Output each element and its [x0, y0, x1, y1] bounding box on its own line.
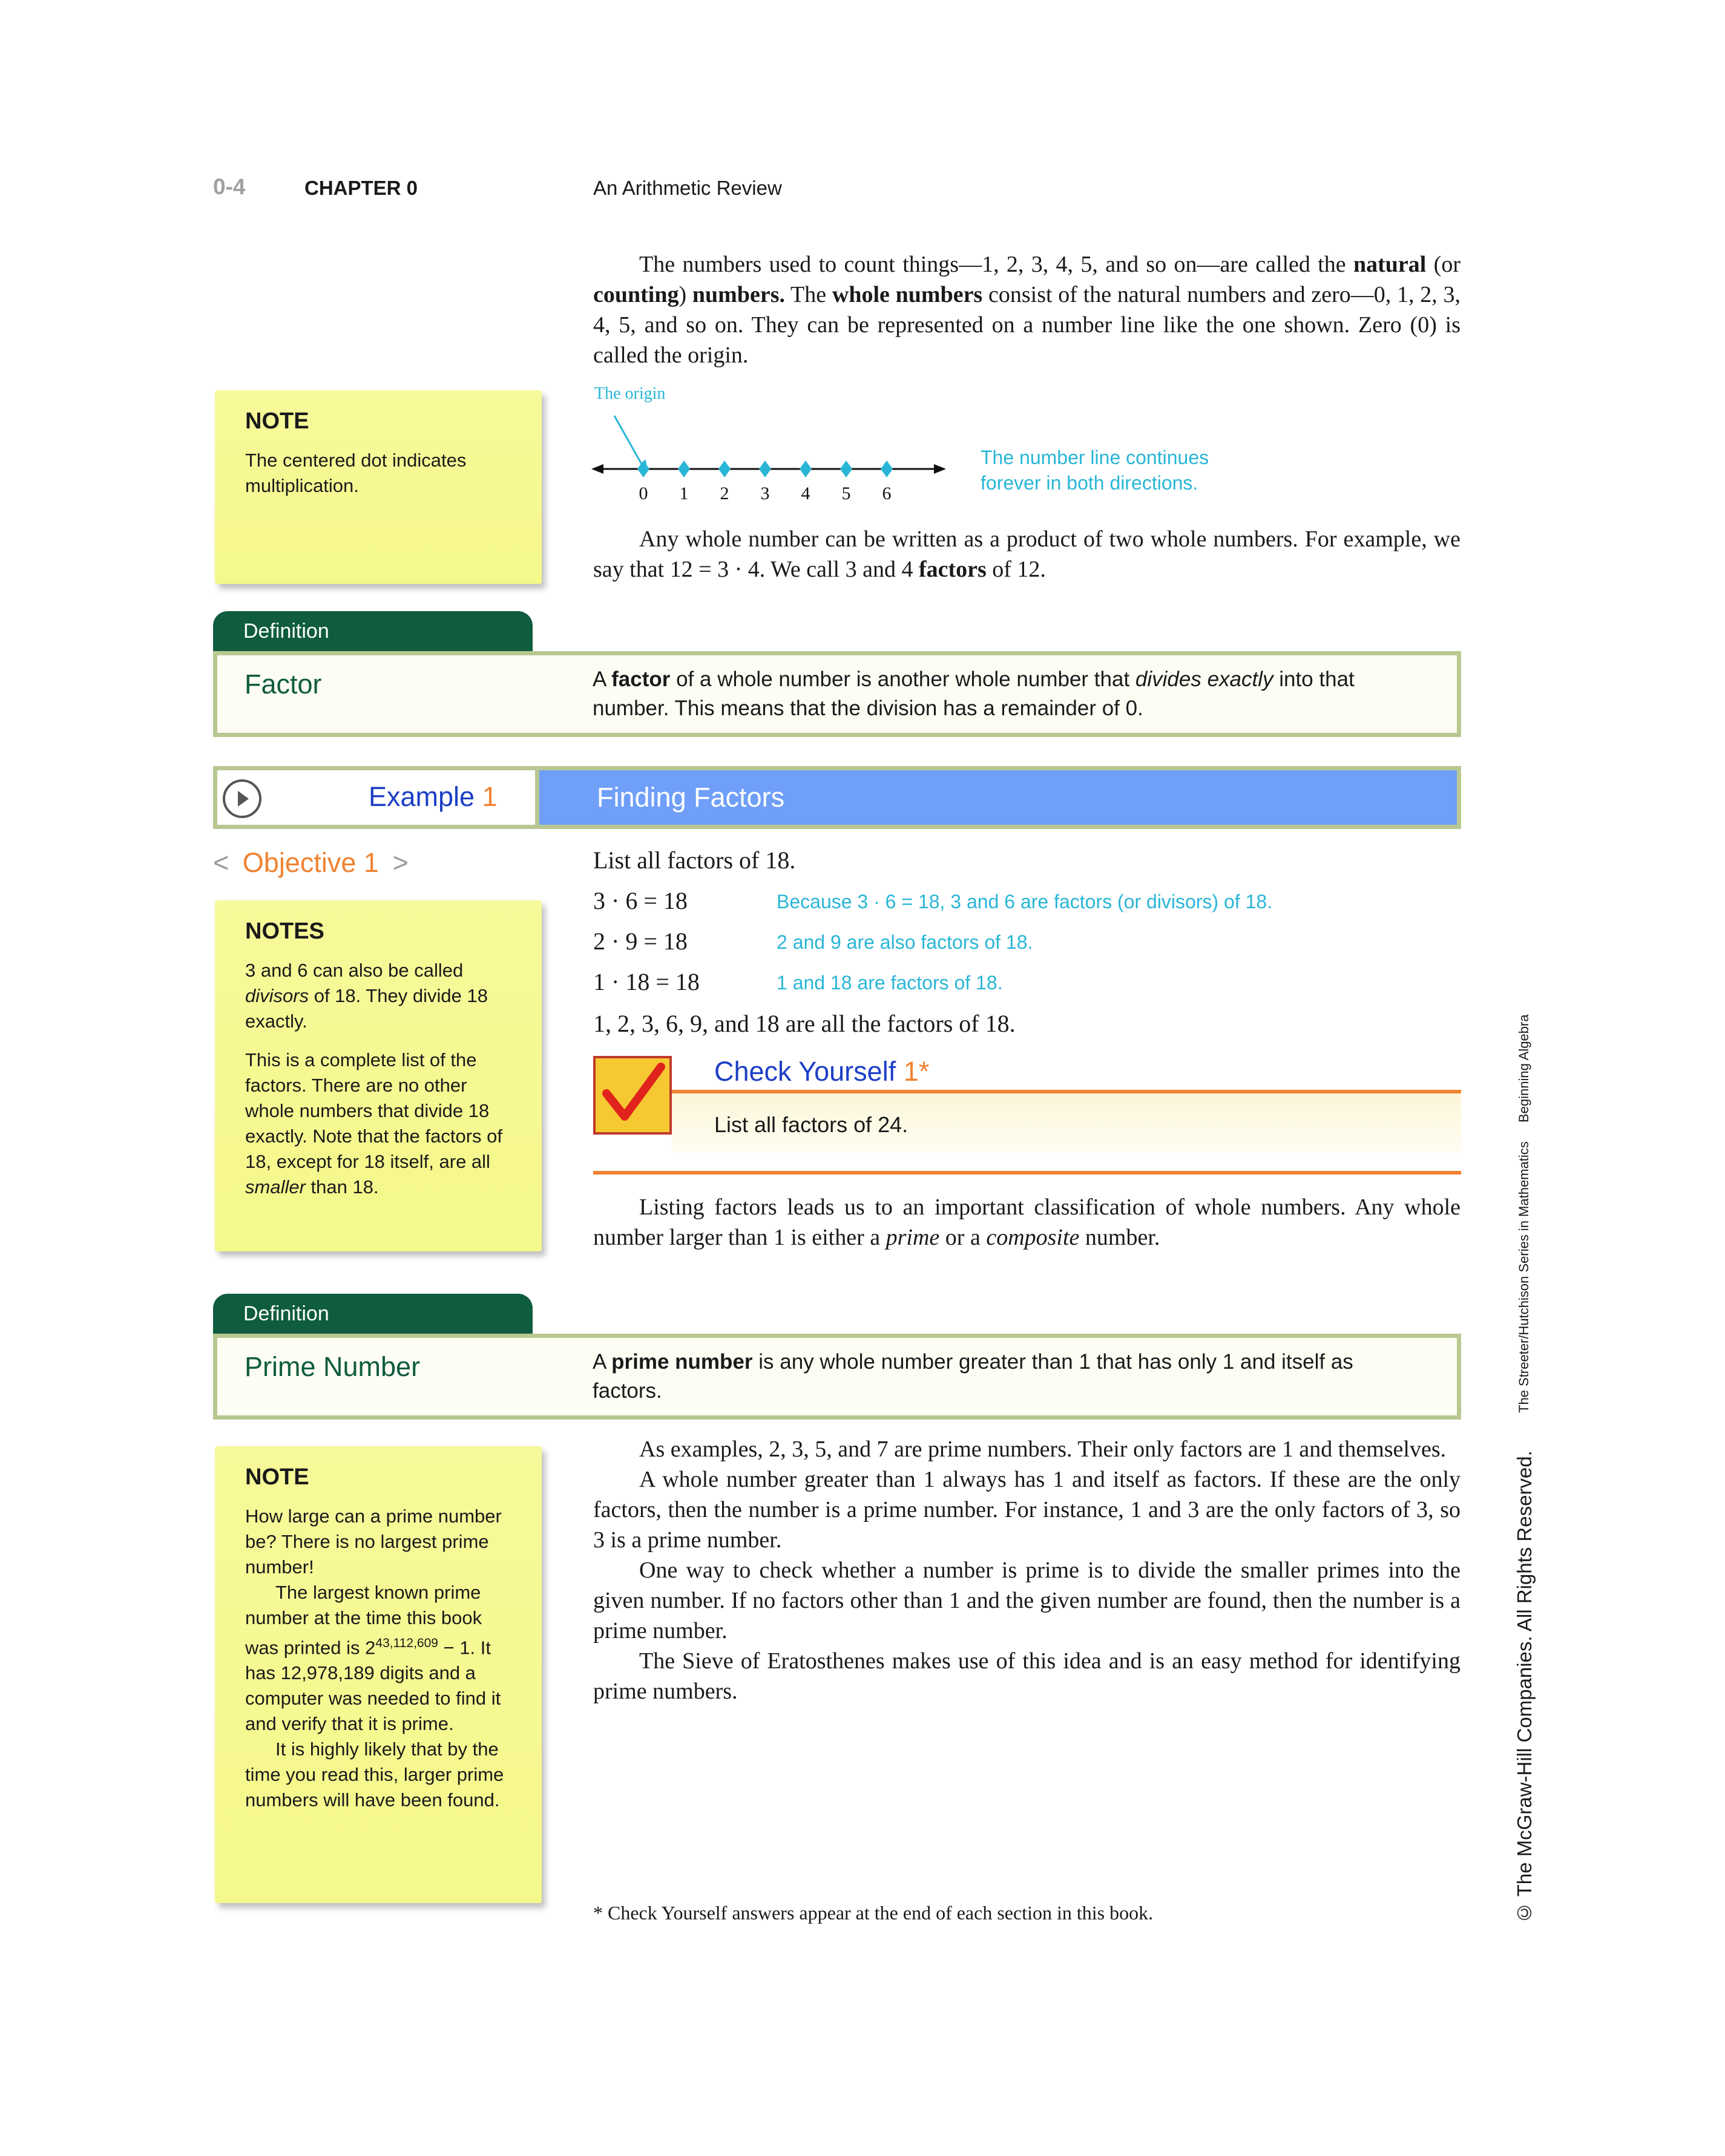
footnote: * Check Yourself answers appear at the end of each section in this book.: [593, 1902, 1154, 1924]
number-line-point: [800, 460, 812, 477]
example-conclusion: 1, 2, 3, 6, 9, and 18 are all the factors of 18.: [593, 1010, 1016, 1037]
number-line-point: [881, 460, 893, 477]
play-icon[interactable]: [221, 778, 263, 820]
number-line-point: [840, 460, 852, 477]
definition-term: Factor: [245, 669, 322, 700]
math-note-1: Because 3 · 6 = 18, 3 and 6 are factors (or divisors) of 18.: [777, 891, 1273, 913]
number-line-tick-label: 6: [882, 483, 892, 503]
check-yourself-box: [593, 1056, 1461, 1174]
math-row-1: 3 · 6 = 18: [593, 887, 688, 914]
number-line-tick-label: 4: [801, 483, 810, 503]
number-line: [590, 402, 953, 508]
objective-next-icon[interactable]: >: [392, 847, 409, 878]
number-line-point: [718, 460, 731, 477]
number-line-point: [759, 460, 771, 477]
sidebar-series: The Streeter/Hutchison Series in Mathematics: [1516, 1141, 1531, 1413]
definition-factor-box: [213, 651, 1461, 737]
definition-text: A prime number is any whole number greater than 1 that has only 1 and itself as factors.: [593, 1350, 1353, 1403]
right-arrow-icon: [934, 464, 946, 474]
note-sticky-1: [215, 390, 542, 584]
sidebar-copyright: © The McGraw-Hill Companies. All Rights Reserved.: [1513, 1450, 1536, 1924]
example-title: Finding Factors: [539, 770, 1457, 825]
objective-nav[interactable]: [213, 847, 409, 879]
note-text: The centered dot indicates multiplication.: [245, 450, 467, 496]
example-label-cell: [217, 770, 539, 825]
example-bar: [213, 766, 1461, 829]
left-arrow-icon: [591, 464, 603, 474]
page-number: 0-4: [213, 174, 246, 199]
math-row-2: 2 · 9 = 18: [593, 928, 688, 955]
definition-text: A factor of a whole number is another whole number that divides exactly into that number. This means that the division has a remainder of 0.: [593, 667, 1355, 720]
number-line-caption: The number line continues forever in both directions.: [981, 447, 1209, 494]
note-title: NOTE: [245, 408, 309, 434]
example-label: Example 1: [369, 781, 498, 812]
example-prompt: List all factors of 18.: [593, 847, 796, 874]
objective-prev-icon[interactable]: <: [213, 847, 229, 878]
number-line-point: [637, 460, 649, 477]
math-note-3: 1 and 18 are factors of 18.: [777, 972, 1003, 994]
number-line-tick-label: 2: [720, 483, 729, 503]
note-sticky-2: [215, 900, 542, 1251]
number-line-tick-label: 0: [639, 483, 648, 503]
number-line-tick-label: 5: [841, 483, 851, 503]
number-line-tick-label: 3: [760, 483, 770, 503]
objective-label: Objective 1: [242, 847, 379, 878]
number-line-point: [678, 460, 690, 477]
definition-tab: Definition: [213, 1294, 533, 1334]
origin-label: The origin: [594, 384, 666, 403]
chapter-label: CHAPTER 0: [304, 177, 418, 199]
prime-paragraphs: As examples, 2, 3, 5, and 7 are prime numbers. Their only factors are 1 and themselves. A whole number greater than 1 always has 1 and itself as factors. If these are the only factors, then the number is a prime number. For instance, 1 and 3 are the only factors of 3, so 3 is a prime number. One way to check whether a number is prime is to divide the smaller primes into the given number. If no factors other than 1 and the given number are found, then the number is a prime number. The Sieve of Eratosthenes makes use of this idea and is an easy method for identifying prime numbers.: [593, 1437, 1460, 1704]
checkmark-icon: [593, 1056, 672, 1135]
classification-paragraph: Listing factors leads us to an important classification of whole numbers. Any whole number larger than 1 is either a prime or a composite number.: [593, 1194, 1460, 1250]
check-yourself-text: List all factors of 24.: [714, 1112, 908, 1137]
note-text: How large can a prime number be? There is no largest prime number! The largest known prime number at the time this book was printed is $2^{43,112,609} - 1$. It has 12,978,189 digits and a computer was needed to find it and verify that it is prime. It is highly likely that by the time you read this, larger prime numbers will have been found.: [245, 1506, 504, 1811]
note-text: 3 and 6 can also be called divisors of 18. They divide 18 exactly. This is a complete list of the factors. There are no other whole numbers that divide 18 exactly. Note that the factors of 18, except for 18 itself, are all smaller than 18.: [245, 960, 503, 1198]
note-sticky-3: [215, 1446, 542, 1903]
chapter-title: An Arithmetic Review: [593, 177, 782, 199]
check-yourself-title: Check Yourself 1*: [714, 1056, 930, 1087]
note-title: NOTES: [245, 919, 324, 944]
note-title: NOTE: [245, 1464, 309, 1490]
definition-term: Prime Number: [245, 1351, 421, 1382]
intro-paragraph: The numbers used to count things—1, 2, 3, 4, 5, and so on—are called the natural (or counting) numbers. The whole numbers consist of the natural numbers and zero—0, 1, 2, 3, 4, 5, and so on. They can be represented on a number line like the one shown. Zero (0) is called the origin.: [593, 252, 1461, 368]
math-row-3: 1 · 18 = 18: [593, 968, 700, 995]
origin-pointer-line: [614, 416, 642, 464]
math-note-2: 2 and 9 are also factors of 18.: [777, 931, 1033, 953]
definition-tab: Definition: [213, 611, 533, 651]
factors-paragraph: Any whole number can be written as a product of two whole numbers. For example, we say that 12 = 3 · 4. We call 3 and 4 factors of 12.: [593, 526, 1460, 582]
sidebar-book-title: Beginning Algebra: [1516, 1014, 1531, 1122]
number-line-ticks: [637, 460, 893, 503]
definition-prime-box: [213, 1334, 1461, 1420]
number-line-tick-label: 1: [679, 483, 689, 503]
